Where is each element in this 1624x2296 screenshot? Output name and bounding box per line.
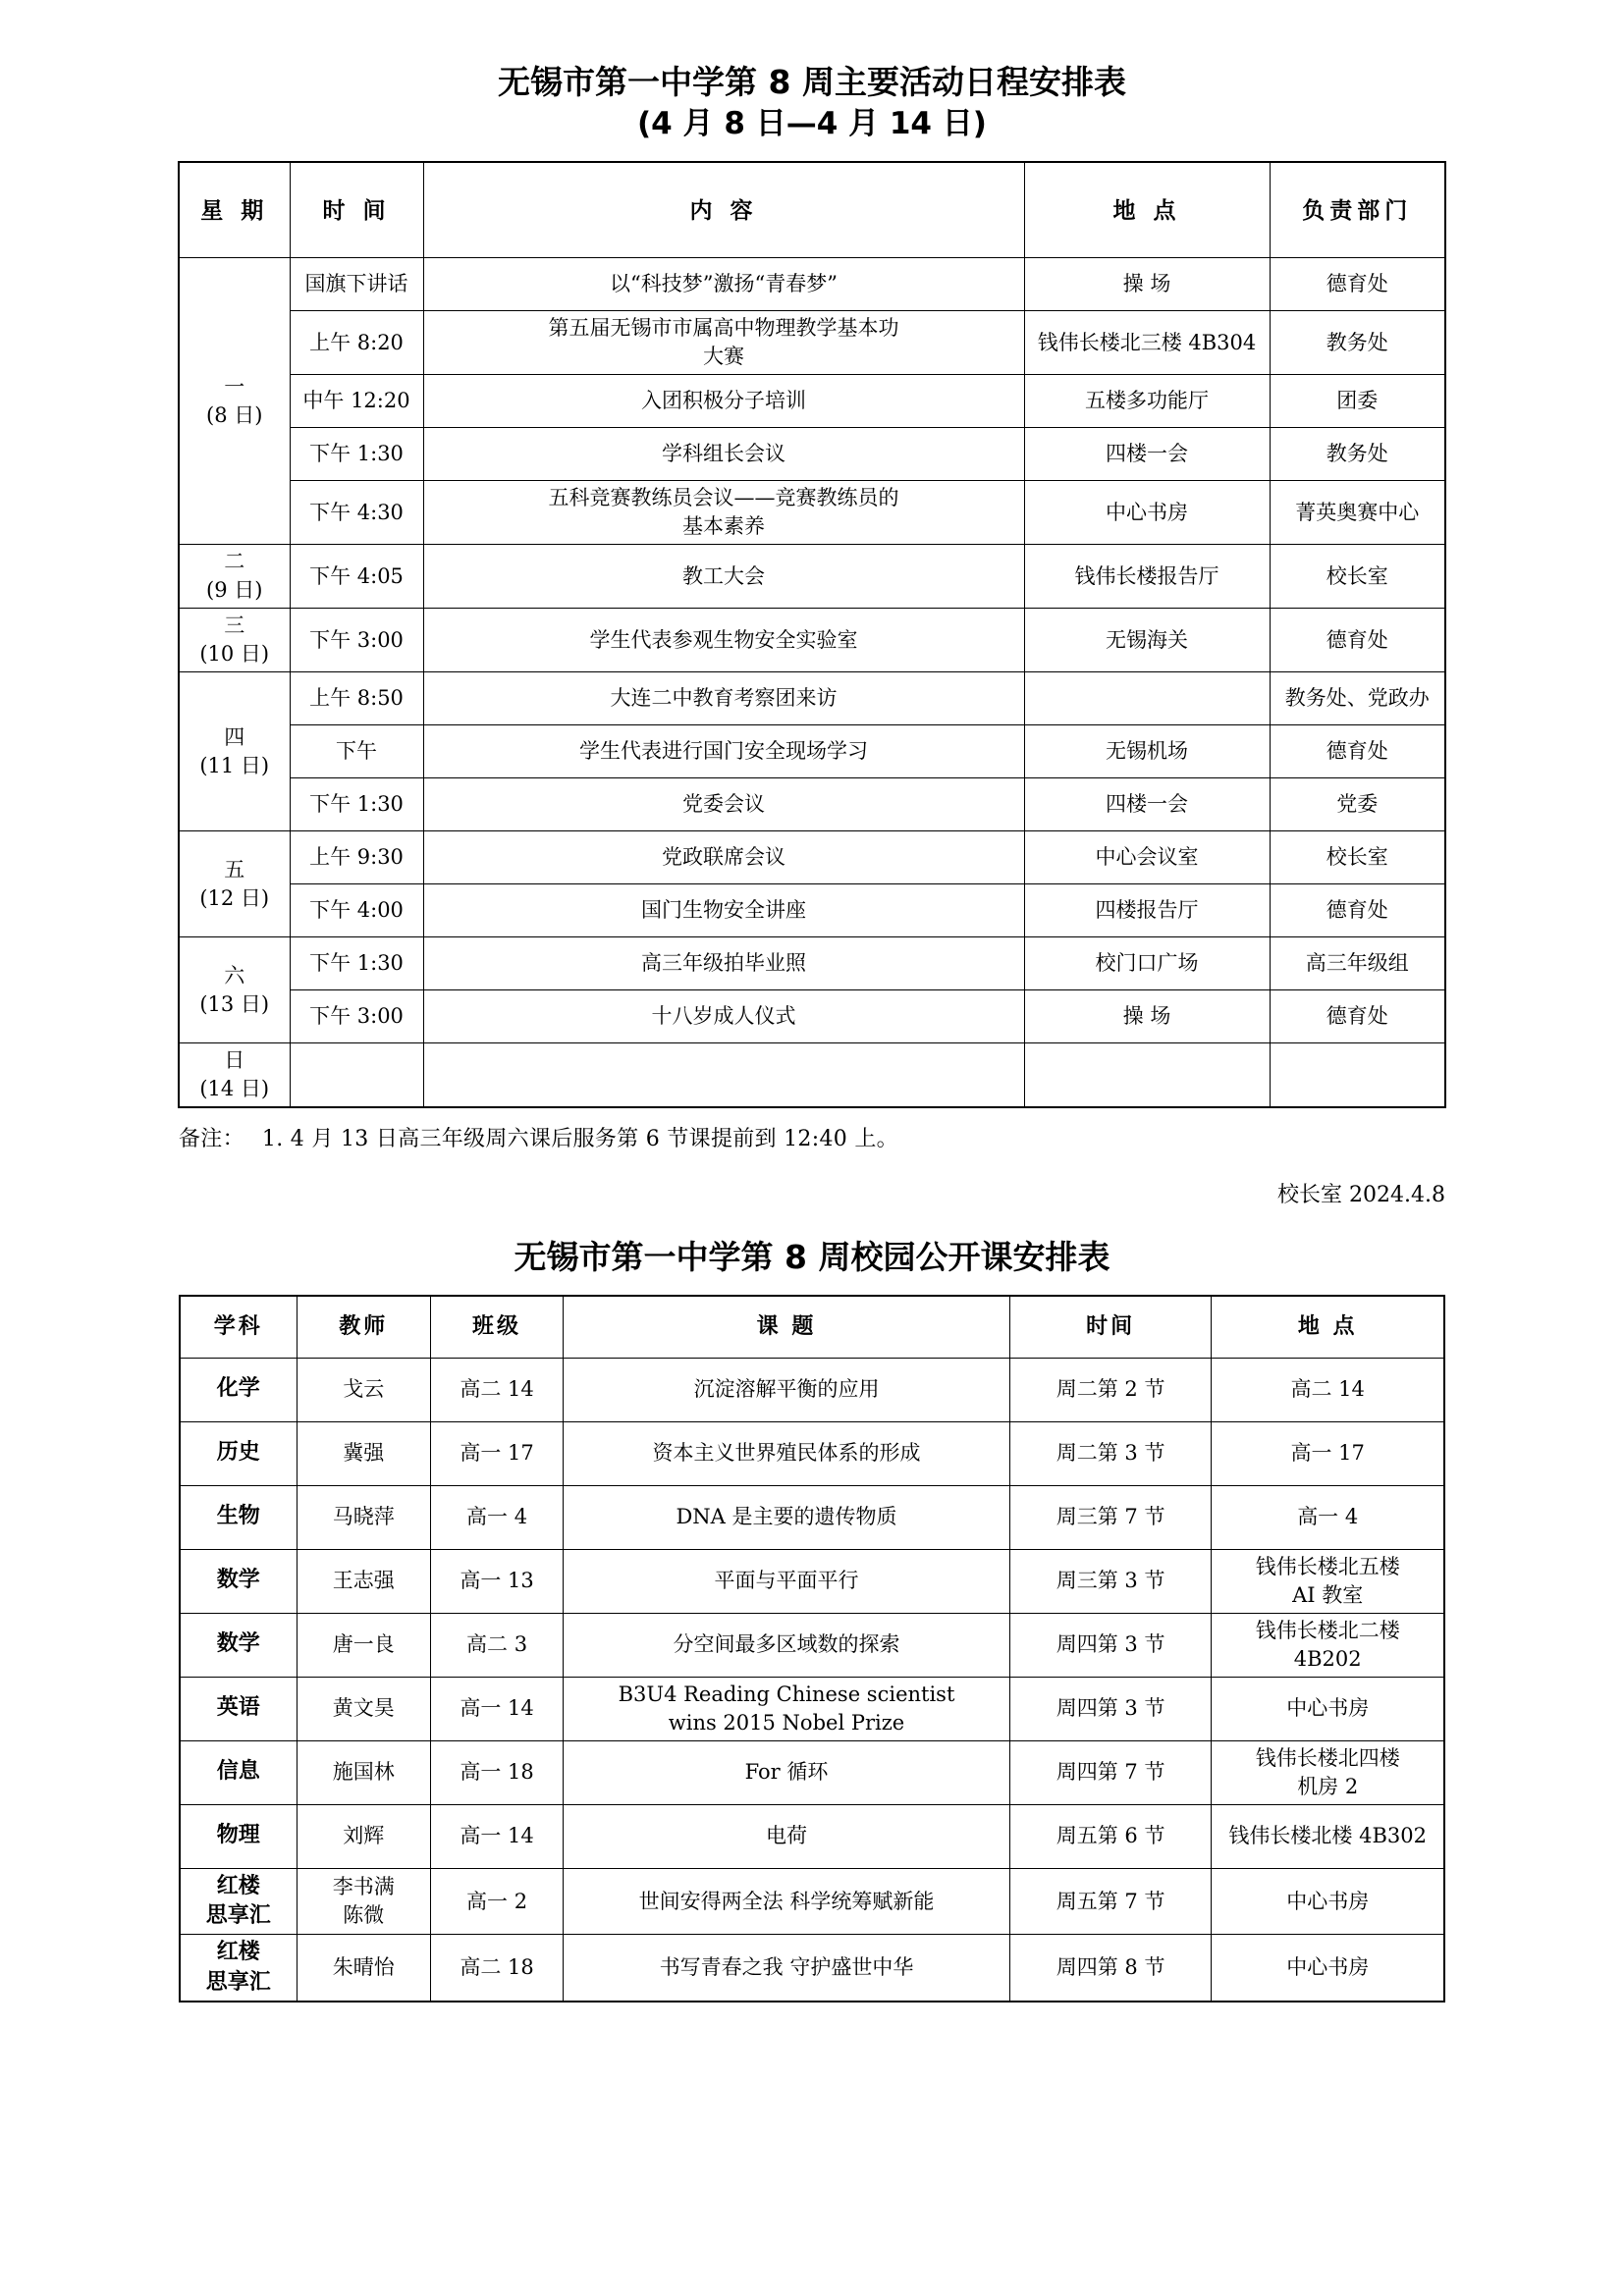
cell-place: 高二 14 xyxy=(1212,1358,1444,1421)
cell-content: 大连二中教育考察团来访 xyxy=(423,672,1024,725)
cell-class: 高二 14 xyxy=(430,1358,563,1421)
cell-topic: 世间安得两全法 科学统筹赋新能 xyxy=(564,1868,1010,1935)
table-row xyxy=(179,375,1445,428)
cell-content: 学生代表进行国门安全现场学习 xyxy=(423,725,1024,778)
title-block-activities xyxy=(0,0,1624,144)
page-title-activities: 无锡市第一中学第 8 周主要活动日程安排表 xyxy=(498,63,1126,101)
cell-class: 高二 3 xyxy=(430,1613,563,1677)
cell-time: 周四第 3 节 xyxy=(1009,1613,1212,1677)
cell-topic: 分空间最多区域数的探索 xyxy=(564,1613,1010,1677)
cell-content: 第五届无锡市市属高中物理教学基本功 大赛 xyxy=(423,311,1024,375)
cell-place: 四楼一会 xyxy=(1024,428,1270,481)
cell-content: 教工大会 xyxy=(423,545,1024,609)
cell-content: 党委会议 xyxy=(423,778,1024,831)
column-header-week: 星 期 xyxy=(179,162,290,258)
cell-place: 无锡机场 xyxy=(1024,725,1270,778)
cell-dept: 校长室 xyxy=(1270,831,1445,884)
table-row xyxy=(179,937,1445,990)
table-row xyxy=(180,1804,1444,1868)
cell-weekday: 四 (11 日) xyxy=(179,672,290,831)
cell-dept: 菁英奥赛中心 xyxy=(1270,481,1445,545)
cell-topic: B3U4 Reading Chinese scientist wins 2015 Nobel Prize xyxy=(564,1677,1010,1740)
cell-subject: 数学 xyxy=(180,1613,297,1677)
activities-table xyxy=(178,161,1446,1108)
cell-time: 下午 xyxy=(290,725,423,778)
cell-teacher: 王志强 xyxy=(297,1549,430,1613)
cell-time: 周三第 3 节 xyxy=(1009,1549,1212,1613)
cell-place: 钱伟长楼北二楼 4B202 xyxy=(1212,1613,1444,1677)
table-row xyxy=(180,1868,1444,1935)
cell-subject: 红楼 思享汇 xyxy=(180,1935,297,2002)
cell-class: 高一 2 xyxy=(430,1868,563,1935)
cell-topic: 资本主义世界殖民体系的形成 xyxy=(564,1421,1010,1485)
cell-time: 下午 1:30 xyxy=(290,937,423,990)
cell-dept: 团委 xyxy=(1270,375,1445,428)
cell-teacher: 李书满 陈微 xyxy=(297,1868,430,1935)
cell-time: 周五第 6 节 xyxy=(1009,1804,1212,1868)
cell-time: 周四第 3 节 xyxy=(1009,1677,1212,1740)
cell-place: 中心书房 xyxy=(1212,1677,1444,1740)
cell-time: 国旗下讲话 xyxy=(290,258,423,311)
cell-dept: 德育处 xyxy=(1270,725,1445,778)
cell-place: 四楼一会 xyxy=(1024,778,1270,831)
table-row xyxy=(180,1485,1444,1549)
cell-weekday: 一 (8 日) xyxy=(179,258,290,545)
cell-place: 钱伟长楼北四楼 机房 2 xyxy=(1212,1740,1444,1804)
table-row xyxy=(179,672,1445,725)
cell-topic: 平面与平面平行 xyxy=(564,1549,1010,1613)
cell-content: 入团积极分子培训 xyxy=(423,375,1024,428)
cell-class: 高一 18 xyxy=(430,1740,563,1804)
cell-place: 高一 4 xyxy=(1212,1485,1444,1549)
table-row xyxy=(179,725,1445,778)
cell-teacher: 唐一良 xyxy=(297,1613,430,1677)
table-row xyxy=(179,884,1445,937)
table-row xyxy=(180,1740,1444,1804)
table-row xyxy=(179,831,1445,884)
cell-content xyxy=(423,1043,1024,1107)
cell-place: 高一 17 xyxy=(1212,1421,1444,1485)
cell-subject: 化学 xyxy=(180,1358,297,1421)
cell-subject: 物理 xyxy=(180,1804,297,1868)
cell-place: 四楼报告厅 xyxy=(1024,884,1270,937)
table-row xyxy=(179,778,1445,831)
table-row xyxy=(179,481,1445,545)
table-row xyxy=(179,545,1445,609)
table-row xyxy=(180,1358,1444,1421)
cell-dept: 校长室 xyxy=(1270,545,1445,609)
cell-time: 下午 3:00 xyxy=(290,609,423,672)
cell-class: 高一 14 xyxy=(430,1804,563,1868)
table-row xyxy=(179,1043,1445,1107)
column-header-dept: 负责部门 xyxy=(1270,162,1445,258)
cell-time: 下午 4:00 xyxy=(290,884,423,937)
cell-teacher: 朱晴怡 xyxy=(297,1935,430,2002)
cell-time xyxy=(290,1043,423,1107)
remark-line xyxy=(179,1122,1445,1152)
cell-time: 上午 9:30 xyxy=(290,831,423,884)
cell-teacher: 黄文昊 xyxy=(297,1677,430,1740)
column-header-time: 时 间 xyxy=(290,162,423,258)
cell-content: 十八岁成人仪式 xyxy=(423,990,1024,1043)
cell-place: 中心书房 xyxy=(1212,1868,1444,1935)
column-header-place: 地 点 xyxy=(1212,1296,1444,1359)
cell-time: 周二第 2 节 xyxy=(1009,1358,1212,1421)
cell-place: 钱伟长楼北三楼 4B304 xyxy=(1024,311,1270,375)
cell-class: 高一 14 xyxy=(430,1677,563,1740)
cell-place: 钱伟长楼北五楼 AI 教室 xyxy=(1212,1549,1444,1613)
cell-content: 党政联席会议 xyxy=(423,831,1024,884)
cell-dept: 党委 xyxy=(1270,778,1445,831)
cell-teacher: 马晓萍 xyxy=(297,1485,430,1549)
cell-content: 高三年级拍毕业照 xyxy=(423,937,1024,990)
table-row xyxy=(180,1677,1444,1740)
cell-place: 钱伟长楼报告厅 xyxy=(1024,545,1270,609)
page-subtitle-date-range: (4 月 8 日—4 月 14 日) xyxy=(637,105,987,141)
cell-place: 操 场 xyxy=(1024,258,1270,311)
cell-dept: 教务处 xyxy=(1270,311,1445,375)
cell-time: 下午 1:30 xyxy=(290,778,423,831)
cell-dept: 高三年级组 xyxy=(1270,937,1445,990)
cell-place: 五楼多功能厅 xyxy=(1024,375,1270,428)
cell-subject: 生物 xyxy=(180,1485,297,1549)
table-header-row xyxy=(180,1296,1444,1359)
column-header-class: 班级 xyxy=(430,1296,563,1359)
signature-line: 校长室 2024.4.8 xyxy=(1277,1183,1445,1208)
cell-content: 学科组长会议 xyxy=(423,428,1024,481)
cell-place: 校门口广场 xyxy=(1024,937,1270,990)
column-header-content: 内 容 xyxy=(423,162,1024,258)
cell-subject: 红楼 思享汇 xyxy=(180,1868,297,1935)
cell-dept: 教务处、党政办 xyxy=(1270,672,1445,725)
cell-class: 高一 13 xyxy=(430,1549,563,1613)
cell-dept: 教务处 xyxy=(1270,428,1445,481)
cell-dept: 德育处 xyxy=(1270,990,1445,1043)
cell-content: 以“科技梦”激扬“青春梦” xyxy=(423,258,1024,311)
cell-content: 国门生物安全讲座 xyxy=(423,884,1024,937)
cell-time: 下午 4:30 xyxy=(290,481,423,545)
page-title-openclass: 无锡市第一中学第 8 周校园公开课安排表 xyxy=(514,1238,1110,1277)
cell-teacher: 刘辉 xyxy=(297,1804,430,1868)
cell-topic: 书写青春之我 守护盛世中华 xyxy=(564,1935,1010,2002)
cell-topic: 电荷 xyxy=(564,1804,1010,1868)
cell-topic: 沉淀溶解平衡的应用 xyxy=(564,1358,1010,1421)
cell-place: 中心书房 xyxy=(1212,1935,1444,2002)
cell-weekday: 三 (10 日) xyxy=(179,609,290,672)
cell-place xyxy=(1024,672,1270,725)
cell-subject: 数学 xyxy=(180,1549,297,1613)
table-row xyxy=(179,311,1445,375)
cell-class: 高二 18 xyxy=(430,1935,563,2002)
table-row xyxy=(179,428,1445,481)
cell-dept: 德育处 xyxy=(1270,884,1445,937)
title-block-openclass xyxy=(0,1236,1624,1279)
cell-time: 周二第 3 节 xyxy=(1009,1421,1212,1485)
column-header-topic: 课 题 xyxy=(564,1296,1010,1359)
cell-dept: 德育处 xyxy=(1270,258,1445,311)
table-row xyxy=(180,1549,1444,1613)
cell-topic: DNA 是主要的遗传物质 xyxy=(564,1485,1010,1549)
cell-time: 下午 3:00 xyxy=(290,990,423,1043)
cell-time: 周四第 8 节 xyxy=(1009,1935,1212,2002)
cell-time: 下午 4:05 xyxy=(290,545,423,609)
cell-dept: 德育处 xyxy=(1270,609,1445,672)
cell-place: 中心书房 xyxy=(1024,481,1270,545)
cell-weekday: 五 (12 日) xyxy=(179,831,290,937)
openclass-table-body xyxy=(180,1358,1444,2002)
cell-weekday: 六 (13 日) xyxy=(179,937,290,1043)
table-row xyxy=(179,258,1445,311)
column-header-time: 时间 xyxy=(1009,1296,1212,1359)
cell-content: 五科竞赛教练员会议——竞赛教练员的 基本素养 xyxy=(423,481,1024,545)
cell-time: 中午 12:20 xyxy=(290,375,423,428)
remark-label: 备注： xyxy=(179,1127,244,1152)
remark-text: 1. 4 月 13 日高三年级周六课后服务第 6 节课提前到 12:40 上。 xyxy=(261,1127,898,1152)
column-header-teacher: 教师 xyxy=(297,1296,430,1359)
cell-dept xyxy=(1270,1043,1445,1107)
cell-weekday: 二 (9 日) xyxy=(179,545,290,609)
cell-place: 中心会议室 xyxy=(1024,831,1270,884)
table-row xyxy=(180,1421,1444,1485)
column-header-place: 地 点 xyxy=(1024,162,1270,258)
table-row xyxy=(179,609,1445,672)
cell-time: 上午 8:20 xyxy=(290,311,423,375)
cell-subject: 英语 xyxy=(180,1677,297,1740)
cell-time: 周四第 7 节 xyxy=(1009,1740,1212,1804)
cell-class: 高一 17 xyxy=(430,1421,563,1485)
table-row xyxy=(180,1935,1444,2002)
activities-table-body xyxy=(179,258,1445,1107)
table-header-row xyxy=(179,162,1445,258)
cell-teacher: 戈云 xyxy=(297,1358,430,1421)
cell-subject: 信息 xyxy=(180,1740,297,1804)
cell-teacher: 冀强 xyxy=(297,1421,430,1485)
table-row xyxy=(180,1613,1444,1677)
openclass-table xyxy=(179,1295,1445,2002)
cell-time: 周三第 7 节 xyxy=(1009,1485,1212,1549)
cell-place: 无锡海关 xyxy=(1024,609,1270,672)
cell-time: 周五第 7 节 xyxy=(1009,1868,1212,1935)
cell-content: 学生代表参观生物安全实验室 xyxy=(423,609,1024,672)
table-row xyxy=(179,990,1445,1043)
cell-time: 下午 1:30 xyxy=(290,428,423,481)
cell-place xyxy=(1024,1043,1270,1107)
cell-place: 钱伟长楼北楼 4B302 xyxy=(1212,1804,1444,1868)
cell-subject: 历史 xyxy=(180,1421,297,1485)
cell-place: 操 场 xyxy=(1024,990,1270,1043)
cell-class: 高一 4 xyxy=(430,1485,563,1549)
cell-time: 上午 8:50 xyxy=(290,672,423,725)
cell-topic: For 循环 xyxy=(564,1740,1010,1804)
column-header-subject: 学科 xyxy=(180,1296,297,1359)
cell-teacher: 施国林 xyxy=(297,1740,430,1804)
cell-weekday: 日 (14 日) xyxy=(179,1043,290,1107)
